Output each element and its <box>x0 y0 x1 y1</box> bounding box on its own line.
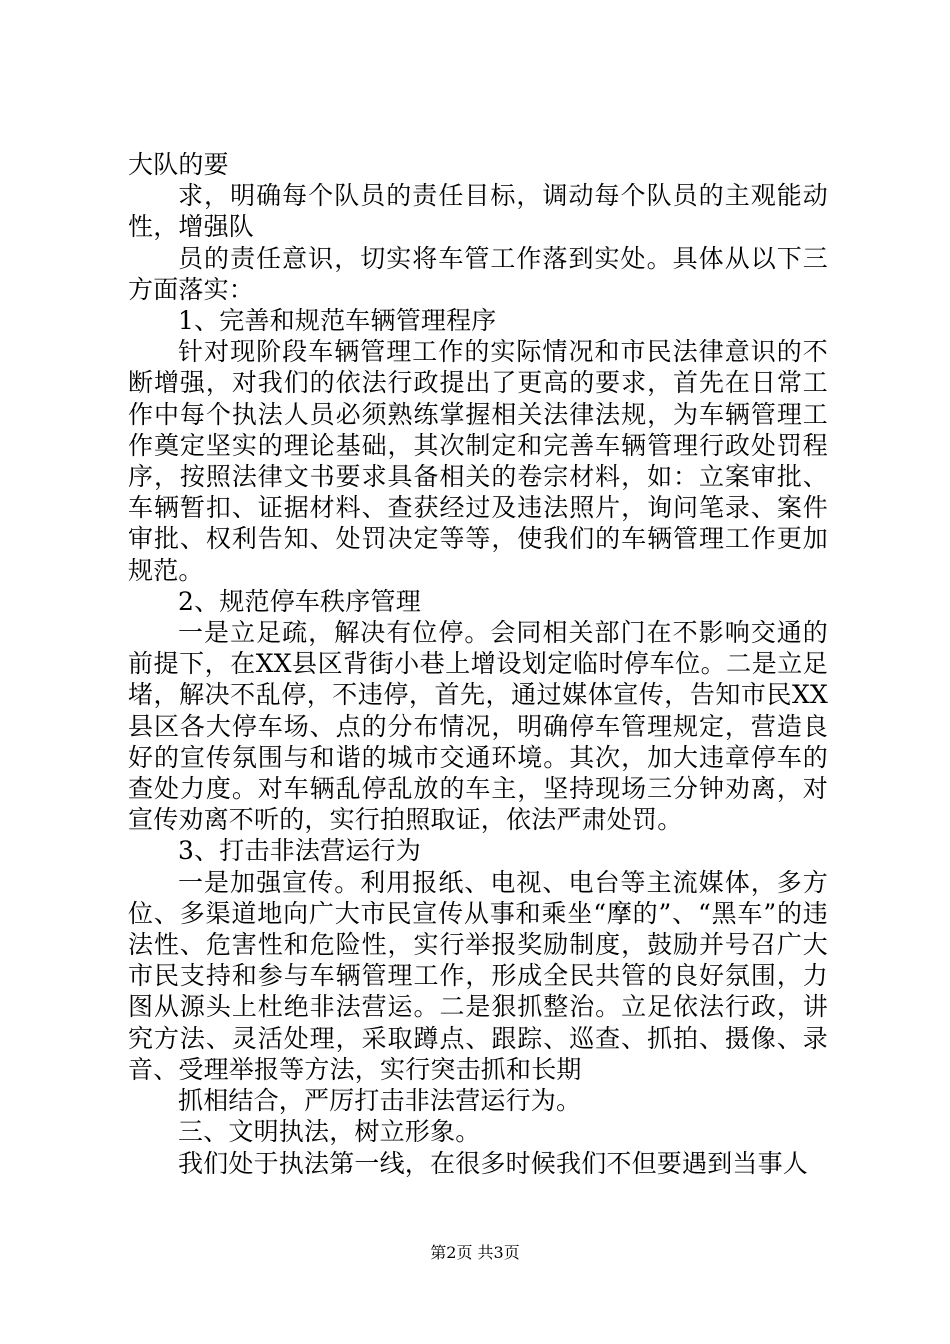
paragraph-continuation-3: 员的责任意识，切实将车管工作落到实处。具体从以下三方面落实： <box>128 243 828 304</box>
paragraph-parking-order: 一是立足疏，解决有位停。会同相关部门在不影响交通的前提下，在XX县区背街小巷上增设划定临时停车位。二是立足堵，解决不乱停，不违停，首先，通过媒体宣传，告知市民XX县区各大停车场、点的分布情况，明确停车管理规定，营造良好的宣传氛围与和谐的城市交通环境。其次，加大违章停车的查处力度。对车辆乱停乱放的车主，坚持现场三分钟劝离，对宣传劝离不听的，实行拍照取证，依法严肃处罚。 <box>128 618 828 835</box>
section-heading-1: 1、完善和规范车辆管理程序 <box>178 306 497 336</box>
page-number-footer: 第2页 共3页 <box>430 1243 520 1262</box>
paragraph-continuation-1: 大队的要 <box>128 150 229 179</box>
section-heading-3: 3、打击非法营运行为 <box>178 836 421 866</box>
paragraph-vehicle-procedure: 针对现阶段车辆管理工作的实际情况和市民法律意识的不断增强，对我们的依法行政提出了更高的要求，首先在日常工作中每个执法人员必须熟练掌握相关法律法规，为车辆管理工作奠定坚实的理论基础，其次制定和完善车辆管理行政处罚程序，按照法律文书要求具备相关的卷宗材料，如：立案审批、车辆暂扣、证据材料、查获经过及违法照片，询问笔录、案件审批、权利告知、处罚决定等等，使我们的车辆管理工作更加规范。 <box>128 337 828 585</box>
paragraph-illegal-operation: 一是加强宣传。利用报纸、电视、电台等主流媒体，多方位、多渠道地向广大市民宣传从事和乘坐“摩的”、“黑车”的违法性、危害性和危险性，实行举报奖励制度，鼓励并号召广大市民支持和参与车辆管理工作，形成全民共管的良好氛围，力图从源头上杜绝非法营运。二是狠抓整治。立足依法行政，讲究方法、灵活处理，采取蹲点、跟踪、巡查、抓拍、摄像、录音、受理举报等方法，实行突击抓和长期 <box>128 867 828 1084</box>
body-text <box>128 149 828 1179</box>
paragraph-continuation-2: 求，明确每个队员的责任目标，调动每个队员的主观能动性，增强队 <box>128 181 828 242</box>
paragraph-illegal-operation-end: 抓相结合，严厉打击非法营运行为。 <box>178 1086 582 1116</box>
section-heading-2: 2、规范停车秩序管理 <box>178 586 421 616</box>
chapter-heading-3: 三、文明执法，树立形象。 <box>178 1117 481 1147</box>
paragraph-frontline: 我们处于执法第一线，在很多时候我们不但要遇到当事人 <box>178 1148 809 1178</box>
